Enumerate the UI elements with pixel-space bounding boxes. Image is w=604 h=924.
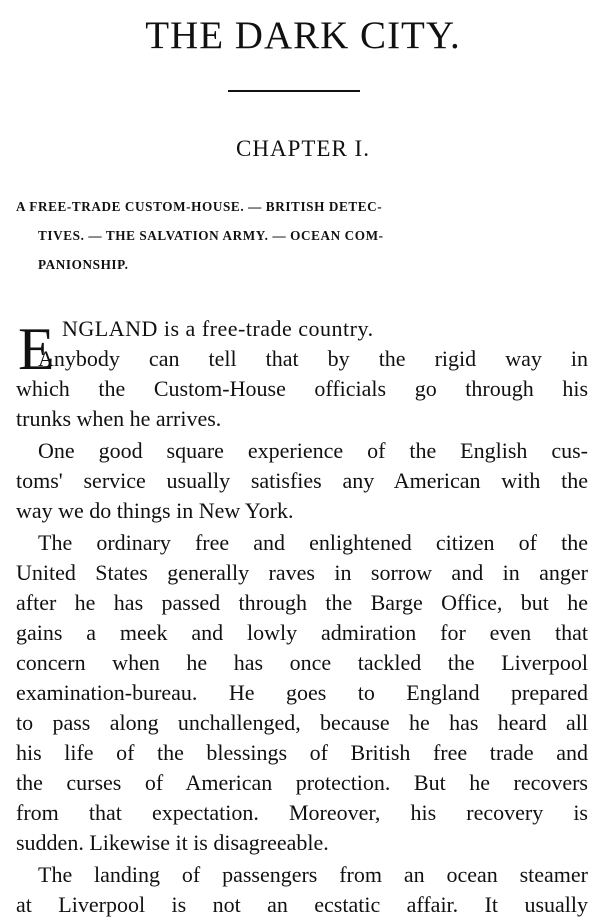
- body-line: toms' service usually satisfies any American with the: [16, 468, 588, 493]
- body-line: gains a meek and lowly admiration for even that: [16, 620, 588, 645]
- body-line: concern when he has once tackled the Liverpool: [16, 650, 588, 675]
- body-line: the curses of American protection. But he recovers: [16, 770, 588, 795]
- body-line: The landing of passengers from an ocean steamer: [38, 862, 588, 887]
- book-page: [16, 0, 590, 924]
- body-line: way we do things in New York.: [16, 498, 294, 523]
- body-line: One good square experience of the English cus-: [38, 438, 588, 463]
- body-line: United States generally raves in sorrow and in anger: [16, 560, 588, 585]
- chapter-heading: CHAPTER I.: [236, 136, 370, 161]
- body-line: examination-bureau. He goes to England prepared: [16, 680, 588, 705]
- book-title: THE DARK CITY.: [145, 14, 461, 57]
- body-line: after he has passed through the Barge Office, but he: [16, 590, 588, 615]
- body-line: trunks when he arrives.: [16, 406, 222, 431]
- body-line: to pass along unchallenged, because he has heard all: [16, 710, 588, 735]
- body-line: at Liverpool is not an ecstatic affair. It usually: [16, 892, 588, 917]
- body-line: his life of the blessings of British free trade and: [16, 740, 588, 765]
- chapter-summary-line: PANIONSHIP.: [38, 257, 129, 272]
- drop-cap: E: [18, 316, 55, 382]
- chapter-summary-line: A FREE-TRADE CUSTOM-HOUSE. — BRITISH DETEC-: [16, 199, 383, 214]
- chapter-summary-line: TIVES. — THE SALVATION ARMY. — OCEAN COM-: [38, 228, 384, 243]
- body-line: which the Custom-House officials go through his: [16, 376, 588, 401]
- body-line: Anybody can tell that by the rigid way in: [38, 346, 588, 371]
- body-line: NGLAND is a free-trade country.: [62, 316, 374, 341]
- title-divider: [228, 90, 360, 92]
- body-line: The ordinary free and enlightened citizen of the: [38, 530, 588, 555]
- body-line: from that expectation. Moreover, his recovery is: [16, 800, 588, 825]
- body-line: sudden. Likewise it is disagreeable.: [16, 830, 329, 855]
